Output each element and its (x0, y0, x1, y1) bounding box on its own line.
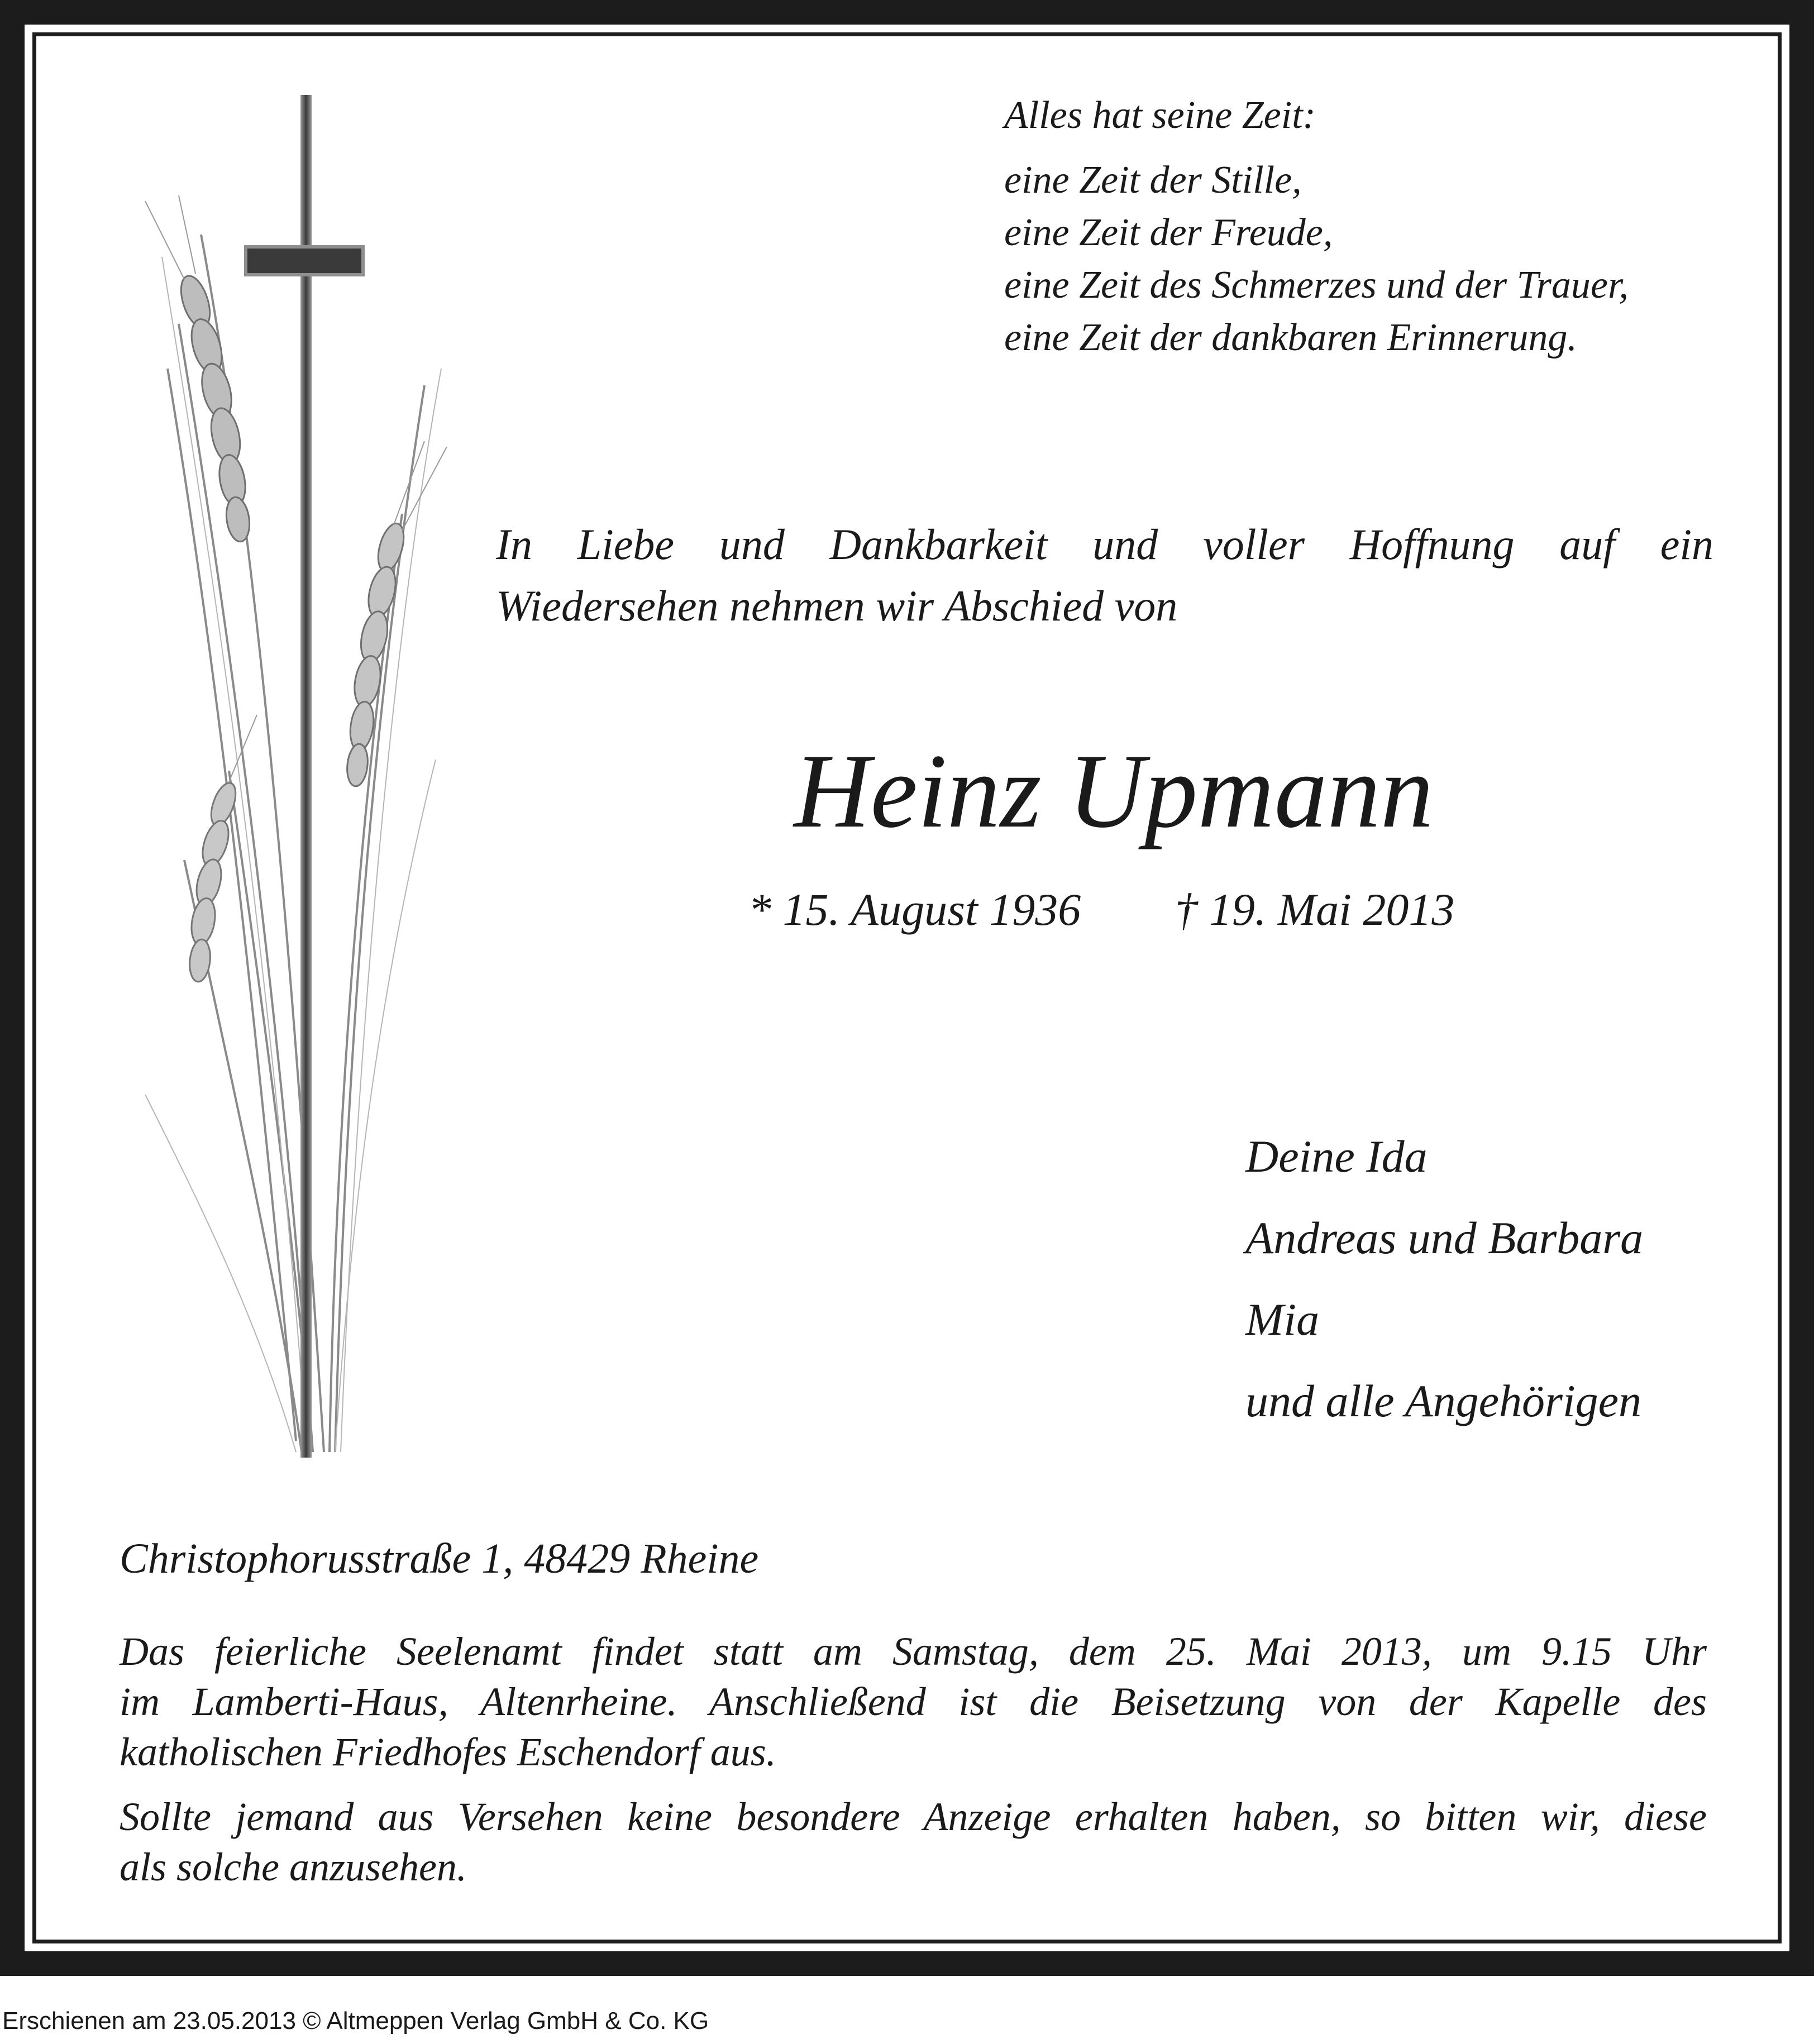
notice-line: als solche anzusehen. (120, 1845, 467, 1889)
mourner: Andreas und Barbara (1245, 1212, 1644, 1263)
intro-text (496, 514, 1713, 637)
mourner: und alle Angehörigen (1245, 1376, 1642, 1426)
verse-line: eine Zeit der dankbaren Erinnerung. (1004, 316, 1577, 359)
service-line: im Lamberti-Haus, Altenrheine. Anschließend ist die Beisetzung von der Kapelle des (120, 1679, 1707, 1724)
motto-verse (1004, 89, 1629, 364)
verse-line: eine Zeit der Stille, (1004, 159, 1302, 202)
verse-line: eine Zeit der Freude, (1004, 211, 1333, 254)
notice-info (120, 1792, 1707, 1892)
intro-line: Wiedersehen nehmen wir Abschied von (496, 581, 1178, 630)
address: Christophorusstraße 1, 48429 Rheine (120, 1535, 759, 1582)
mourners-list (1245, 1116, 1643, 1442)
publication-footer: Erschienen am 23.05.2013 © Altmeppen Verlag GmbH & Co. KG (2, 2007, 709, 2035)
service-line: Das feierliche Seelenamt findet statt am Samstag, dem 25. Mai 2013, um 9.15 Uhr (120, 1629, 1707, 1674)
death-date: † 19. Mai 2013 (1175, 884, 1455, 935)
notice-line: Sollte jemand aus Versehen keine besondere Anzeige erhalten haben, so bitten wir, diese (120, 1794, 1707, 1839)
intro-line: In Liebe und Dankbarkeit und voller Hoffnung auf ein (496, 520, 1713, 569)
birth-date: * 15. August 1936 (748, 884, 1081, 935)
service-info (120, 1626, 1707, 1777)
service-line: katholischen Friedhofes Eschendorf aus. (120, 1730, 776, 1774)
life-dates (748, 883, 1454, 936)
verse-title: Alles hat seine Zeit: (1004, 94, 1316, 137)
mourner: Deine Ida (1245, 1131, 1428, 1182)
mourner: Mia (1245, 1294, 1320, 1345)
verse-line: eine Zeit des Schmerzes und der Trauer, (1004, 264, 1629, 307)
deceased-name: Heinz Upmann (794, 733, 1434, 850)
